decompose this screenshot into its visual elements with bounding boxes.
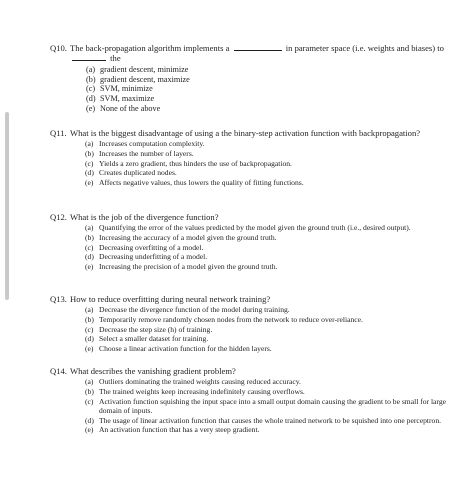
stem-part: The back-propagation algorithm implements a xyxy=(70,43,230,53)
question-stem: What describes the vanishing gradient problem? xyxy=(70,366,236,376)
option: (d) Creates duplicated nodes. xyxy=(85,168,177,178)
question-11 xyxy=(50,128,450,187)
stem-part: and biases) to xyxy=(396,43,444,53)
option: (e) Affects negative values, thus lowers the quality of fitting functions. xyxy=(85,177,304,187)
option: (d) Decreasing underfitting of a model. xyxy=(85,252,208,262)
question-12 xyxy=(50,212,450,271)
option: (e) An activation function that has a very steep gradient. xyxy=(85,425,260,435)
option: (a) Outliers dominating the trained weights causing reduced accuracy. xyxy=(85,377,301,387)
question-number: Q12. xyxy=(50,212,67,222)
option: (d) The usage of linear activation function that causes the whole trained network to be squished into one perceptron. xyxy=(85,415,442,425)
option: (e) None of the above xyxy=(86,104,161,113)
options-list xyxy=(85,223,450,271)
option: (e) Increasing the precision of a model given the ground truth. xyxy=(85,261,278,271)
question-14 xyxy=(50,366,450,435)
options-list xyxy=(85,305,450,353)
option: (a) Decrease the divergence function of the model during training. xyxy=(85,305,290,315)
question-number: Q14. xyxy=(50,366,67,376)
options-list xyxy=(86,65,450,114)
question-number: Q13. xyxy=(50,294,67,304)
option: (b) Increases the number of layers. xyxy=(85,149,194,158)
stem-part: the xyxy=(110,53,121,64)
answer-blank xyxy=(72,53,106,61)
option: (a) gradient descent, minimize xyxy=(86,64,189,74)
option: (c) Decreasing overfitting of a model. xyxy=(85,242,204,252)
question-stem: How to reduce overfitting during neural network training? xyxy=(70,294,271,304)
option: (d) SVM, maximize xyxy=(86,94,155,104)
options-list xyxy=(85,377,450,435)
answer-blank xyxy=(234,43,282,51)
option: (b) gradient descent, maximize xyxy=(86,74,190,84)
option: (b) Increasing the accuracy of a model given the ground truth. xyxy=(85,233,277,242)
option: (b) The trained weights keep increasing indefinitely causing overflows. xyxy=(85,387,305,396)
option: (c) Activation function squishing the input space into a small output domain causing the gradient to be small for large domain of inputs. xyxy=(85,396,446,416)
option: (a) Quantifying the error of the values predicted by the model given the ground truth (i.e., desired output). xyxy=(85,223,411,233)
option: (b) Temporarily remove randomly chosen nodes from the network to reduce over-reliance. xyxy=(85,315,363,324)
question-10 xyxy=(50,43,450,114)
option: (d) Select a smaller dataset for training. xyxy=(85,334,209,344)
options-list xyxy=(85,139,450,187)
question-stem: What is the biggest disadvantage of using a the binary-step activation function with backpropagation? xyxy=(70,128,421,138)
question-number: Q11. xyxy=(50,128,67,138)
question-13 xyxy=(50,294,450,353)
option: (e) Choose a linear activation function for the hidden layers. xyxy=(85,343,272,353)
option: (a) Increases computation complexity. xyxy=(85,139,205,149)
option: (c) Yields a zero gradient, thus hinders the use of backpropagation. xyxy=(85,158,292,168)
question-number: Q10. xyxy=(50,43,67,53)
stem-part: in parameter space (i.e. weights xyxy=(285,43,395,53)
question-stem: What is the job of the divergence function? xyxy=(70,212,219,222)
option: (c) Decrease the step size (h) of training. xyxy=(85,324,213,334)
option: (c) SVM, minimize xyxy=(86,84,153,94)
